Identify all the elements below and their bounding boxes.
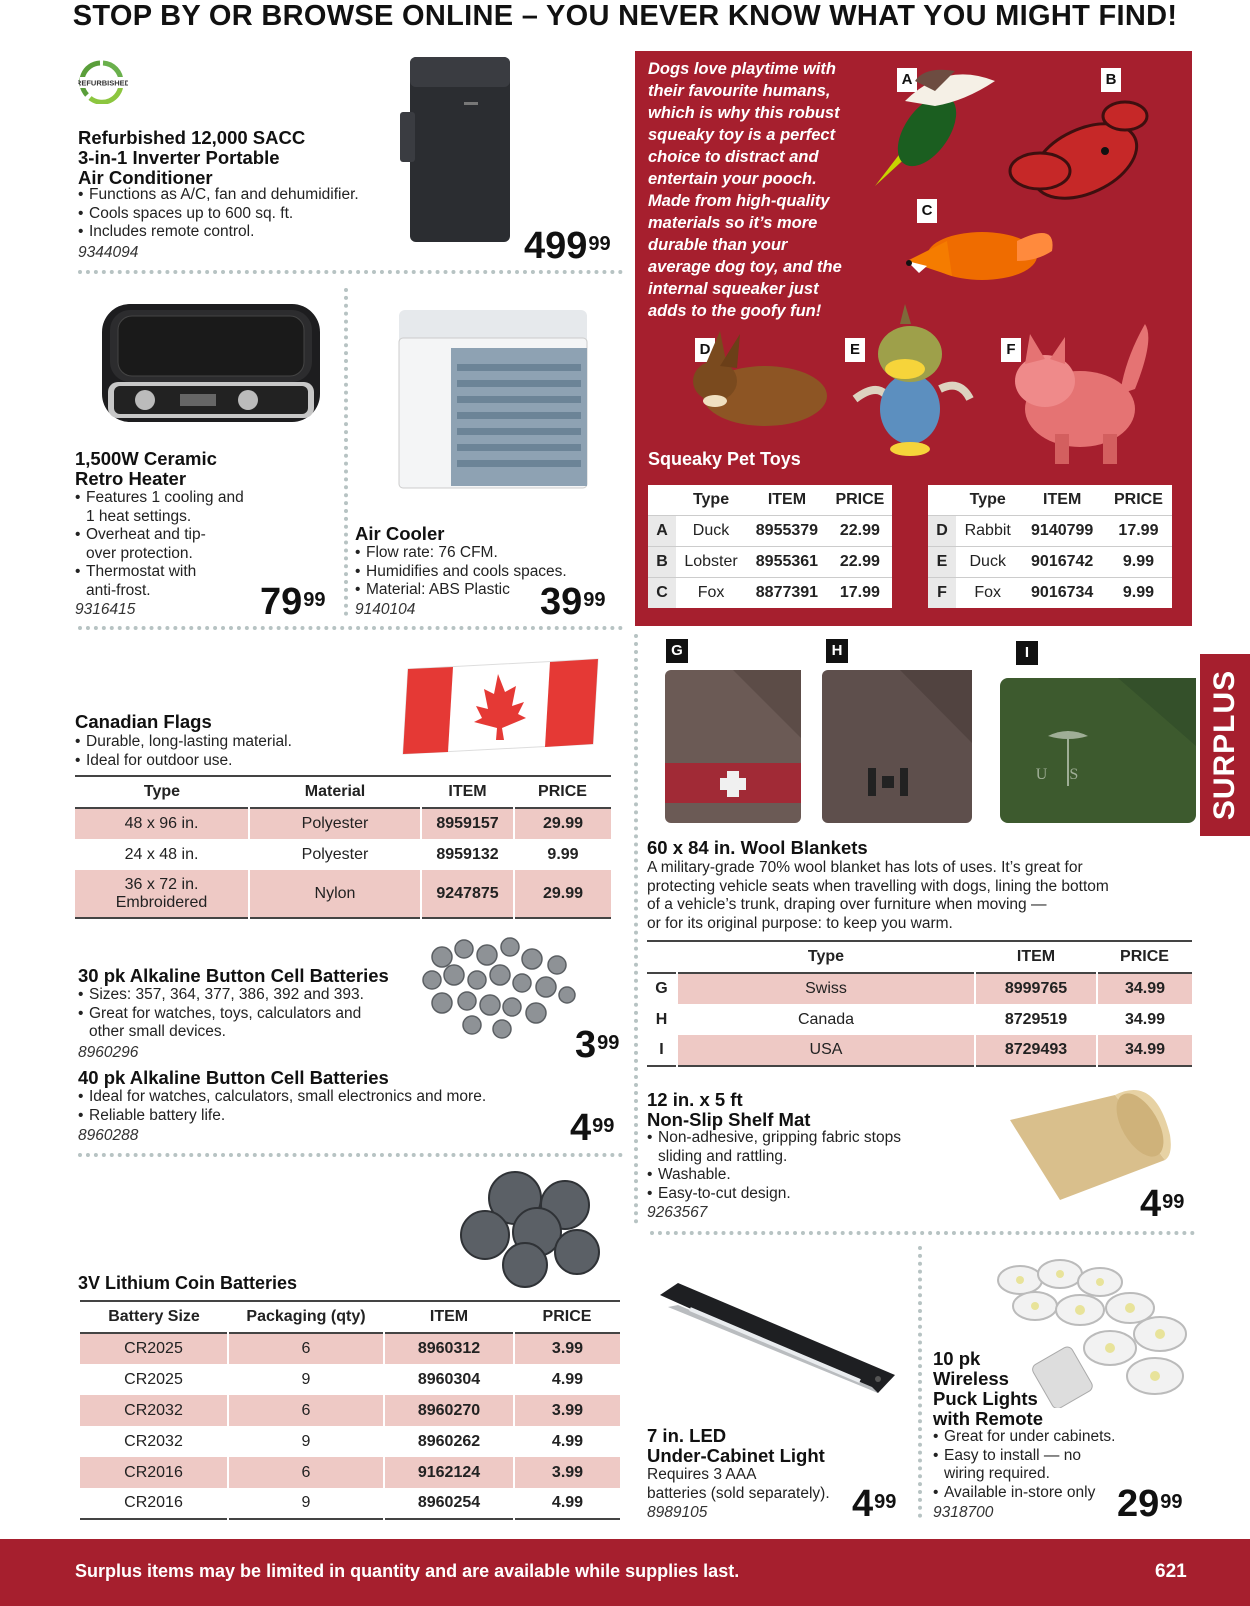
col-header xyxy=(928,485,956,515)
cell-type: 24 x 48 in. xyxy=(75,839,249,870)
ac-sku: 9344094 xyxy=(78,244,139,261)
cell-price: 17.99 xyxy=(828,577,892,608)
bullet-item: • Overheat and tip- xyxy=(75,526,325,545)
cooler-sku: 9140104 xyxy=(355,601,416,618)
bullet-item: • Reliable battery life. xyxy=(78,1107,538,1126)
cell-item: 9016734 xyxy=(1019,577,1104,608)
canada-blanket-image xyxy=(820,668,975,825)
cell-packaging: 9 xyxy=(228,1426,384,1457)
cell-item: 8877391 xyxy=(746,577,828,608)
cell-price: 22.99 xyxy=(828,515,892,546)
table-row xyxy=(647,1004,1192,1035)
page-headline: STOP BY OR BROWSE ONLINE – YOU NEVER KNOW WHAT YOU MIGHT FIND! xyxy=(72,0,1178,32)
fox-plush-toy-image xyxy=(995,319,1155,469)
price-dollars: 3 xyxy=(575,1024,597,1066)
lobster-toy-image xyxy=(1005,91,1155,231)
batt40-price xyxy=(570,1108,614,1148)
pet-description-line: average dog toy, and the xyxy=(648,258,842,276)
usa-blanket-image xyxy=(998,676,1198,826)
cell-type: 48 x 96 in. xyxy=(75,808,249,839)
divider xyxy=(344,288,348,616)
batt40-title: 40 pk Alkaline Button Cell Batteries xyxy=(78,1067,389,1088)
cell-type-line: 36 x 72 in. xyxy=(124,875,199,893)
mat-bullets xyxy=(647,1129,967,1203)
price-dollars: 499 xyxy=(524,225,588,267)
pet-description-line: internal squeaker just xyxy=(648,280,819,298)
col-header-type: Type xyxy=(969,490,1006,508)
cell-type: USA xyxy=(677,1035,975,1066)
cell-price: 3.99 xyxy=(514,1457,620,1488)
batt40-bullets xyxy=(78,1088,538,1125)
cell-item: 8729519 xyxy=(975,1004,1097,1035)
cell-material: Polyester xyxy=(249,808,421,839)
description-line: Requires 3 AAA xyxy=(647,1466,757,1483)
price-dollars: 29 xyxy=(1117,1483,1160,1525)
cell-item: 8960262 xyxy=(384,1426,514,1457)
row-letter: G xyxy=(647,973,677,1004)
col-header-type: Type xyxy=(807,948,845,965)
price-cents: 99 xyxy=(583,589,606,611)
cell-packaging: 6 xyxy=(228,1395,384,1426)
divider xyxy=(78,270,623,274)
cell-battery-size: CR2016 xyxy=(80,1457,228,1488)
cell-battery-size: CR2025 xyxy=(80,1364,228,1395)
footer-note: Surplus items may be limited in quantity and are available while supplies last. xyxy=(75,1561,740,1581)
table-row xyxy=(928,546,1172,577)
price-dollars: 4 xyxy=(570,1107,592,1149)
button-cell-batteries-image xyxy=(412,935,577,1040)
heater-title-line: Retro Heater xyxy=(75,468,187,489)
bullet-continuation: anti-frost. xyxy=(86,581,151,599)
cell-battery-size: CR2016 xyxy=(80,1488,228,1519)
cell-packaging: 9 xyxy=(228,1364,384,1395)
blankets-description xyxy=(647,859,1192,933)
coin-table xyxy=(80,1300,620,1520)
heater-title xyxy=(75,449,325,489)
price-cents: 99 xyxy=(597,1032,620,1054)
table-row xyxy=(80,1395,620,1426)
cell-item: 8959132 xyxy=(421,839,514,870)
price-cents: 99 xyxy=(588,233,611,255)
table-row xyxy=(80,1333,620,1364)
cell-type: Swiss xyxy=(677,973,975,1004)
pet-description-line: durable than your xyxy=(648,236,788,254)
divider xyxy=(650,1231,1195,1235)
fox-toy-image xyxy=(897,211,1057,301)
cell-item: 8729493 xyxy=(975,1035,1097,1066)
row-letter: I xyxy=(647,1035,677,1066)
cell-price: 3.99 xyxy=(514,1395,620,1426)
blanket-label-i: I xyxy=(1016,641,1038,665)
ac-title xyxy=(78,128,378,188)
cell-item: 8955379 xyxy=(746,515,828,546)
row-letter: A xyxy=(648,515,676,546)
batt30-price xyxy=(575,1025,619,1065)
bullet-continuation: 1 heat settings. xyxy=(86,507,192,525)
cell-type: Fox xyxy=(956,577,1019,608)
pet-description-line: choice to distract and xyxy=(648,148,819,166)
surplus-side-tab xyxy=(1200,654,1250,836)
cell-price: 9.99 xyxy=(1105,546,1172,577)
puck-title-line: with Remote xyxy=(933,1408,1043,1429)
toy-label-d: D xyxy=(695,338,715,362)
pet-description-line: their favourite humans, xyxy=(648,82,831,100)
cell-packaging: 6 xyxy=(228,1333,384,1364)
led-light-image xyxy=(650,1275,900,1415)
ac-title-line: 3-in-1 Inverter Portable xyxy=(78,147,280,168)
blankets-title: 60 x 84 in. Wool Blankets xyxy=(647,837,868,858)
blanket-label-g: G xyxy=(666,639,688,663)
table-row xyxy=(928,515,1172,546)
row-letter: F xyxy=(928,577,956,608)
cell-type xyxy=(75,870,249,918)
col-header xyxy=(648,485,676,515)
cell-type: Duck xyxy=(956,546,1019,577)
cell-price: 34.99 xyxy=(1097,1035,1192,1066)
pet-toys-table-right xyxy=(928,485,1172,608)
cooler-price xyxy=(540,582,606,622)
col-header-price: PRICE xyxy=(835,490,885,508)
bullet-item: • Includes remote control. xyxy=(78,223,408,242)
pet-toys-table-left xyxy=(648,485,892,608)
heater-title-line: 1,500W Ceramic xyxy=(75,448,217,469)
table-row xyxy=(648,515,892,546)
flags-title: Canadian Flags xyxy=(75,711,212,732)
bullet-item: • Available in-store only xyxy=(933,1484,1143,1503)
bullet-item: • Great for under cabinets. xyxy=(933,1428,1143,1447)
toy-label-f: F xyxy=(1001,338,1021,362)
cell-type: Fox xyxy=(676,577,746,608)
col-header xyxy=(647,941,677,973)
divider xyxy=(918,1246,922,1518)
cell-item: 9162124 xyxy=(384,1457,514,1488)
ac-title-line: Refurbished 12,000 SACC xyxy=(78,127,306,148)
batt30-title: 30 pk Alkaline Button Cell Batteries xyxy=(78,965,389,986)
ac-bullets xyxy=(78,186,408,242)
table-row xyxy=(80,1426,620,1457)
cell-price: 29.99 xyxy=(514,808,611,839)
row-letter: B xyxy=(648,546,676,577)
row-letter: C xyxy=(648,577,676,608)
puck-sku: 9318700 xyxy=(933,1504,994,1521)
swiss-blanket-image xyxy=(663,668,803,825)
cell-price: 34.99 xyxy=(1097,973,1192,1004)
heater-sku: 9316415 xyxy=(75,601,136,618)
cell-item: 8999765 xyxy=(975,973,1097,1004)
air-conditioner-image xyxy=(400,52,520,247)
toy-label-e: E xyxy=(845,338,865,362)
rabbit-toy-image xyxy=(675,326,835,436)
price-dollars: 39 xyxy=(540,581,583,623)
description-line: or for its original purpose: to keep you warm. xyxy=(647,914,953,932)
mat-price xyxy=(1140,1184,1184,1224)
cell-item: 9016742 xyxy=(1019,546,1104,577)
pet-description-line: materials so it’s more xyxy=(648,214,818,232)
led-price xyxy=(852,1484,896,1524)
pet-description-line: Dogs love playtime with xyxy=(648,60,836,78)
cell-price: 22.99 xyxy=(828,546,892,577)
refurbished-badge-text: REFURBISHED xyxy=(78,78,128,88)
flags-bullets xyxy=(75,733,375,770)
col-header-item: ITEM xyxy=(767,490,807,508)
table-row xyxy=(647,973,1192,1004)
cell-price: 9.99 xyxy=(514,839,611,870)
led-title-line: 7 in. LED xyxy=(647,1425,727,1446)
puck-title-line: Wireless xyxy=(933,1368,1009,1389)
col-header-item: ITEM xyxy=(1043,490,1082,508)
cell-item: 8959157 xyxy=(421,808,514,839)
cell-price: 29.99 xyxy=(514,870,611,918)
batt30-sku: 8960296 xyxy=(78,1044,139,1061)
table-row xyxy=(647,1035,1192,1066)
heater-price xyxy=(260,582,326,622)
led-title xyxy=(647,1426,825,1466)
price-cents: 99 xyxy=(874,1491,897,1513)
table-row xyxy=(80,1457,620,1488)
pet-description-line: which is why this robust xyxy=(648,104,840,122)
ac-title-line: Air Conditioner xyxy=(78,167,213,188)
bullet-item: • Ideal for outdoor use. xyxy=(75,752,375,771)
mat-title xyxy=(647,1090,810,1130)
pet-description-line: entertain your pooch. xyxy=(648,170,817,188)
cell-item: 8960304 xyxy=(384,1364,514,1395)
cell-price: 4.99 xyxy=(514,1426,620,1457)
bullet-item: • Thermostat with xyxy=(75,563,325,582)
blanket-label-h: H xyxy=(826,639,848,663)
duck-rope-toy-image xyxy=(845,299,975,459)
bullet-continuation: other small devices. xyxy=(89,1023,226,1040)
table-row xyxy=(75,839,611,870)
bullet-continuation: sliding and rattling. xyxy=(658,1147,788,1165)
puck-title xyxy=(933,1349,1043,1429)
table-row xyxy=(80,1488,620,1519)
cell-item: 8960254 xyxy=(384,1488,514,1519)
pet-toys-panel xyxy=(635,51,1192,626)
cell-price: 9.99 xyxy=(1105,577,1172,608)
col-header-price: PRICE xyxy=(1120,948,1169,965)
toy-label-b: B xyxy=(1101,68,1121,92)
puck-title-line: 10 pk xyxy=(933,1348,981,1369)
col-header-type: Type xyxy=(143,783,181,800)
footer-bar xyxy=(0,1539,1250,1606)
bullet-item: • Functions as A/C, fan and dehumidifier. xyxy=(78,186,408,205)
cell-packaging: 9 xyxy=(228,1488,384,1519)
description-line: A military-grade 70% wool blanket has lots of uses. It’s great for xyxy=(647,859,1083,876)
cell-battery-size: CR2032 xyxy=(80,1426,228,1457)
price-dollars: 4 xyxy=(852,1483,874,1525)
cell-price: 4.99 xyxy=(514,1488,620,1519)
bullet-item: • Features 1 cooling and xyxy=(75,489,325,508)
toy-label-c: C xyxy=(917,199,937,223)
toy-label-a: A xyxy=(897,68,917,92)
price-cents: 99 xyxy=(303,589,326,611)
bullet-item: • Easy to install — no xyxy=(933,1447,1143,1466)
bullet-item: • Sizes: 357, 364, 377, 386, 392 and 393. xyxy=(78,986,418,1005)
cell-item: 8955361 xyxy=(746,546,828,577)
price-cents: 99 xyxy=(1160,1491,1183,1513)
flags-table xyxy=(75,775,611,919)
led-description xyxy=(647,1466,877,1503)
batt30-bullets xyxy=(78,986,418,1042)
cell-price: 17.99 xyxy=(1105,515,1172,546)
table-row xyxy=(928,577,1172,608)
divider xyxy=(634,634,638,1224)
divider xyxy=(78,1153,623,1157)
col-header-price: PRICE xyxy=(1113,490,1163,508)
description-line: protecting vehicle seats when travelling with dogs, lining the bottom xyxy=(647,877,1109,895)
description-line: batteries (sold separately). xyxy=(647,1484,830,1502)
cell-material: Nylon xyxy=(249,870,421,918)
col-header-type: Type xyxy=(692,490,730,508)
cell-type-line: Embroidered xyxy=(115,893,208,911)
puck-price xyxy=(1117,1484,1183,1524)
ac-price xyxy=(524,226,611,266)
col-header-item: ITEM xyxy=(448,783,487,800)
blankets-table xyxy=(647,940,1192,1067)
page-number: 621 xyxy=(1155,1561,1187,1582)
duck-toy-image xyxy=(865,61,1005,191)
description-line: of a vehicle’s trunk, draping over furniture when moving — xyxy=(647,896,1047,913)
price-cents: 99 xyxy=(1162,1191,1185,1213)
coin-title: 3V Lithium Coin Batteries xyxy=(78,1273,298,1293)
cell-battery-size: CR2032 xyxy=(80,1395,228,1426)
us-mark: US xyxy=(1035,766,1101,783)
bullet-item: • Washable. xyxy=(647,1166,967,1185)
cell-packaging: 6 xyxy=(228,1457,384,1488)
cell-type: Rabbit xyxy=(956,515,1019,546)
retro-heater-image xyxy=(100,296,322,426)
col-header-item: ITEM xyxy=(429,1308,469,1325)
col-header-battery-size: Battery Size xyxy=(108,1308,200,1325)
cell-price: 4.99 xyxy=(514,1364,620,1395)
cell-item: 8960312 xyxy=(384,1333,514,1364)
cell-price: 3.99 xyxy=(514,1333,620,1364)
side-tab-label: SURPLUS xyxy=(1208,669,1241,821)
puck-bullets xyxy=(933,1428,1143,1502)
bullet-item: • Flow rate: 76 CFM. xyxy=(355,544,605,563)
price-dollars: 4 xyxy=(1140,1183,1162,1225)
table-row xyxy=(80,1364,620,1395)
bullet-item: • Cools spaces up to 600 sq. ft. xyxy=(78,205,408,224)
canadian-flag-image xyxy=(398,654,603,759)
mat-title-line: Non-Slip Shelf Mat xyxy=(647,1109,811,1130)
table-row xyxy=(75,808,611,839)
air-cooler-image xyxy=(395,308,595,493)
led-sku: 8989105 xyxy=(647,1504,708,1521)
table-row xyxy=(75,870,611,918)
pet-description-line: Made from high-quality xyxy=(648,192,830,210)
mat-title-line: 12 in. x 5 ft xyxy=(647,1089,743,1110)
bullet-item: • Ideal for watches, calculators, small electronics and more. xyxy=(78,1088,538,1107)
cell-type: Canada xyxy=(677,1004,975,1035)
col-header-price: PRICE xyxy=(542,1308,592,1325)
bullet-continuation: over protection. xyxy=(86,544,193,562)
mat-sku: 9263567 xyxy=(647,1204,708,1221)
table-row xyxy=(648,577,892,608)
bullet-item: • Material: ABS Plastic xyxy=(355,581,605,600)
cell-material: Polyester xyxy=(249,839,421,870)
cell-type: Duck xyxy=(676,515,746,546)
pet-toys-title: Squeaky Pet Toys xyxy=(648,449,801,469)
bullet-continuation: wiring required. xyxy=(944,1465,1050,1482)
col-header-material: Material xyxy=(304,783,366,800)
batt40-sku: 8960288 xyxy=(78,1127,139,1144)
row-letter: D xyxy=(928,515,956,546)
row-letter: H xyxy=(647,1004,677,1035)
bullet-item: • Durable, long-lasting material. xyxy=(75,733,375,752)
cell-price: 34.99 xyxy=(1097,1004,1192,1035)
pet-description-line: squeaky toy is a perfect xyxy=(648,126,836,144)
cell-item: 9140799 xyxy=(1019,515,1104,546)
coin-batteries-image xyxy=(455,1170,605,1290)
bullet-item: • Humidifies and cools spaces. xyxy=(355,563,605,582)
bullet-item: • Non-adhesive, gripping fabric stops xyxy=(647,1129,967,1148)
divider xyxy=(78,626,623,630)
led-title-line: Under-Cabinet Light xyxy=(647,1445,825,1466)
cell-item: 8960270 xyxy=(384,1395,514,1426)
col-header-item: ITEM xyxy=(1016,948,1056,965)
refurbished-badge-icon xyxy=(78,60,128,104)
cell-battery-size: CR2025 xyxy=(80,1333,228,1364)
puck-title-line: Puck Lights xyxy=(933,1388,1038,1409)
col-header-packaging: Packaging (qty) xyxy=(246,1308,366,1325)
table-row xyxy=(648,546,892,577)
cell-item: 9247875 xyxy=(421,870,514,918)
price-dollars: 79 xyxy=(260,581,303,623)
bullet-item: • Easy-to-cut design. xyxy=(647,1185,967,1204)
cell-type: Lobster xyxy=(676,546,746,577)
col-header-price: PRICE xyxy=(538,783,587,800)
bullet-item: • Great for watches, toys, calculators and xyxy=(78,1005,418,1024)
row-letter: E xyxy=(928,546,956,577)
pet-description-line: adds to the goofy fun! xyxy=(648,302,822,320)
price-cents: 99 xyxy=(592,1115,615,1137)
cooler-title: Air Cooler xyxy=(355,523,445,544)
